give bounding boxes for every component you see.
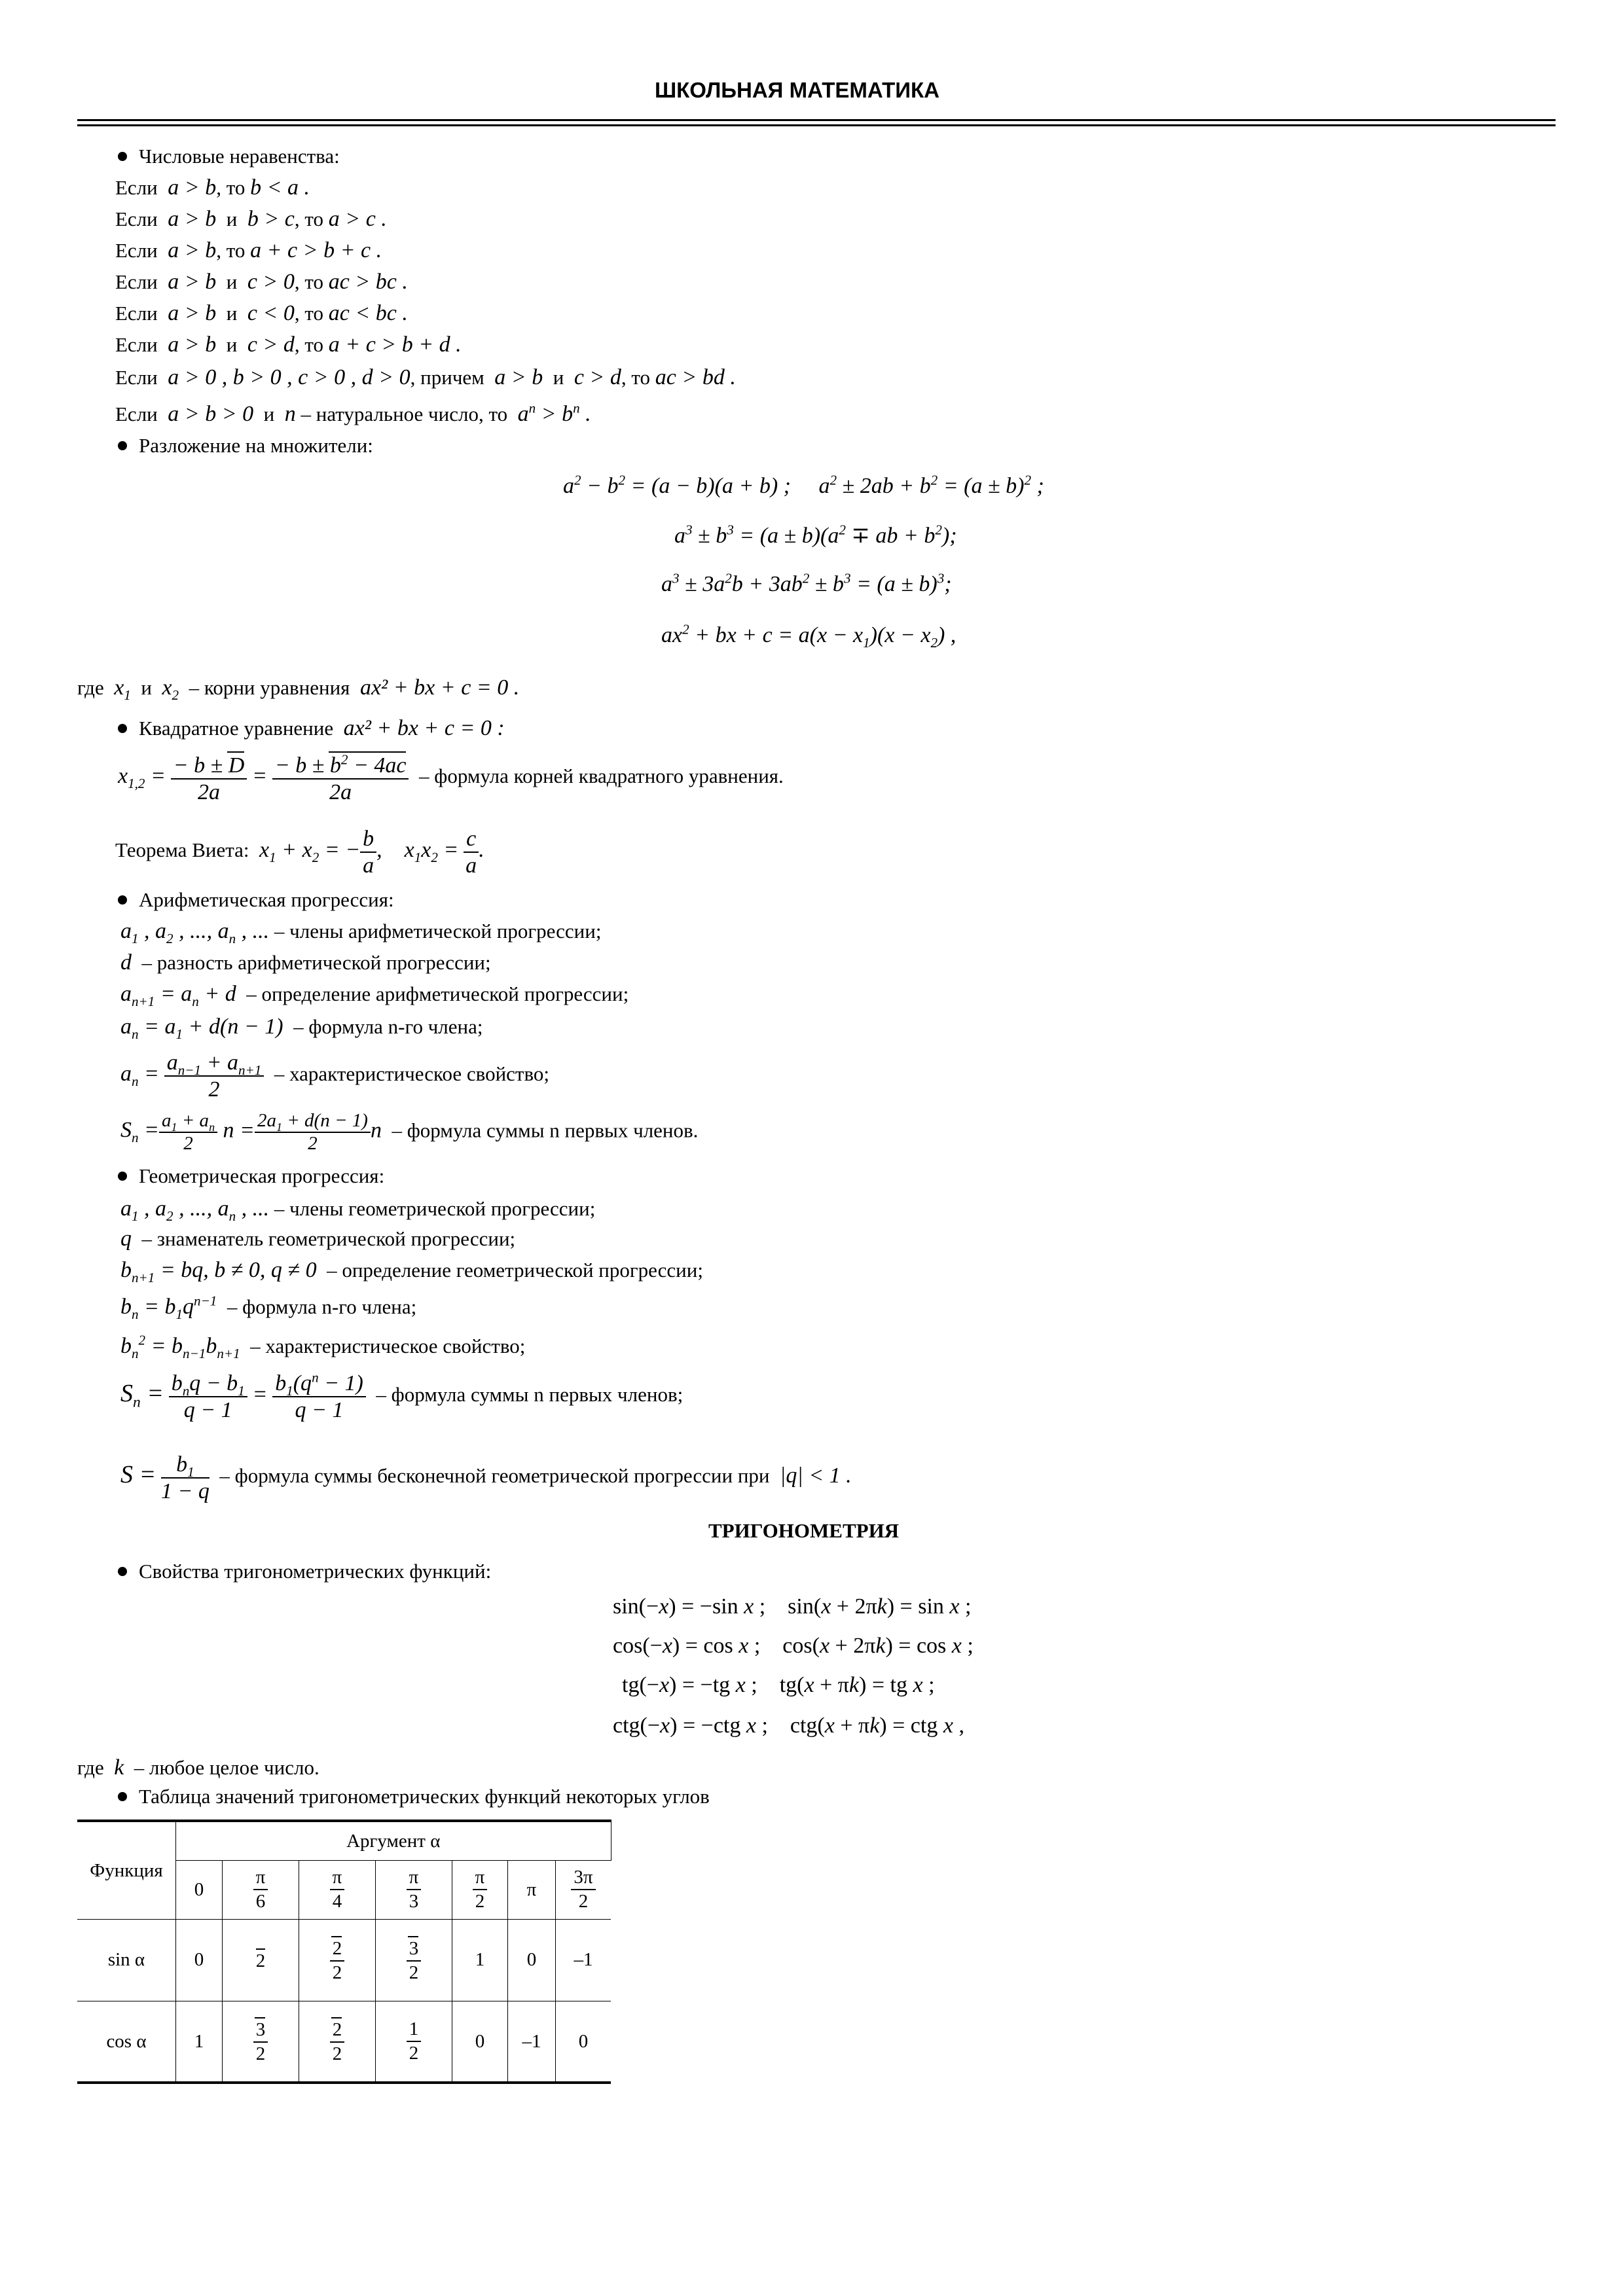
factor-title: Разложение на множители:: [118, 433, 373, 459]
ineq-line-4: Если a > b и c > 0, то ac > bc .: [115, 270, 408, 294]
cell: $\frac{3}{2}$: [376, 1919, 452, 2001]
formula-cube-sum: $a^3 \pm 3a^2b + 3ab^2 \pm b^3 = (a \pm b)^3$;: [661, 570, 952, 596]
geom-nth: $b_n = b_1q^{n-1}$ – формула n-го члена;: [120, 1293, 417, 1322]
cell: –1: [556, 1919, 611, 2001]
row-name: cos α: [77, 2001, 176, 2083]
cell: 0: [176, 1919, 223, 2001]
formula-quad-factor: $ax^2$ + bx + $c = a(x - x_1)(x - x_2)$ ,: [661, 621, 957, 651]
arith-sum: $S_n$ = $\frac{a_1 + a_n}{2}$ n = $\frac{2a_1 + d(n - 1)}{2}$ n – формула суммы n первых членов.: [120, 1110, 699, 1155]
cell: –1: [508, 2001, 556, 2083]
arith-nth: $a_n = a_1 + d(n - 1)$ – формула n-го члена;: [120, 1014, 483, 1042]
geom-title: Геометрическая прогрессия:: [118, 1164, 384, 1189]
arith-prop: $a_n$ = $\frac{a_{n-1} + a_{n+1}}{2}$ – характеристическое свойство;: [120, 1050, 550, 1102]
ineq-line-7: Если a > 0 , b > 0 , c > 0 , d > 0, причем a > b и c > d, то ac > bd .: [115, 365, 736, 389]
header-rule-top: [77, 119, 1556, 121]
arg-pi: π: [508, 1860, 556, 1919]
row-name: sin α: [77, 1919, 176, 2001]
table-title: Таблица значений тригонометрических функций некоторых углов: [118, 1784, 710, 1810]
arg-pi-4: $\frac{\pi}{4}$: [299, 1860, 376, 1919]
trig-heading: ТРИГОНОМЕТРИЯ: [708, 1519, 900, 1542]
cell: 0: [508, 1919, 556, 2001]
ineq-line-8: Если a > b > 0 и n – натуральное число, то $a^n > b^n$ .: [115, 400, 591, 426]
cell: 1: [176, 2001, 223, 2083]
geom-ratio: q – знаменатель геометрической прогрессии;: [120, 1227, 516, 1251]
cell: $\frac{3}{2}$: [223, 2001, 299, 2083]
cell: $\frac{1}{2}$: [376, 2001, 452, 2083]
arg-header: Аргумент α: [176, 1821, 611, 1860]
ineq-title: Числовые неравенства:: [118, 144, 340, 170]
arith-members: $a_1$ , $a_2$ , ..., $a_n$ , ... – члены арифметической прогрессии;: [120, 919, 602, 946]
cell: 2: [223, 1919, 299, 2001]
arg-pi-2: $\frac{\pi}{2}$: [452, 1860, 508, 1919]
bullet-icon: [118, 1172, 127, 1181]
ineq-line-2: Если a > b и b > c, то a > c .: [115, 207, 387, 231]
arg-3pi-2: $\frac{3\pi}{2}$: [556, 1860, 611, 1919]
trig-sin-line: sin(−x) = −sin x ; sin(x + 2πk) = sin x ;: [613, 1594, 972, 1619]
ineq-line-6: Если a > b и c > d, то a + c > b + d .: [115, 332, 462, 357]
formula-cubes: $a^3 \pm b^3 = (a \pm b)(a^2$ ∓ ab + $b^2$);: [674, 522, 957, 548]
quad-formula: $x_{1,2}$ = $\frac{- b \pm D}{2a}$ = $\frac{- b \pm b^2 - 4ac}{2a}$ – формула корней квадратного уравнения.: [118, 751, 784, 805]
arith-title: Арифметическая прогрессия:: [118, 888, 394, 913]
bullet-icon: [118, 724, 127, 733]
arg-pi-3: $\frac{\pi}{3}$: [376, 1860, 452, 1919]
bullet-icon: [118, 441, 127, 450]
trig-values-table: [77, 1820, 611, 2084]
trig-cos-line: cos(−x) = cos x ; cos(x + 2πk) = cos x ;: [613, 1634, 974, 1658]
cell: 1: [452, 1919, 508, 2001]
ineq-line-5: Если a > b и c < 0, то ac < bc .: [115, 301, 408, 325]
cell: 0: [556, 2001, 611, 2083]
trig-props-title: Свойства тригонометрических функций:: [118, 1559, 491, 1585]
geom-members: $a_1$ , $a_2$ , ..., $a_n$ , ... – члены геометрической прогрессии;: [120, 1196, 596, 1224]
arith-diff: d – разность арифметической прогрессии;: [120, 950, 491, 975]
geom-prop: $b_n^2 = b_{n-1}b_{n+1}$ – характеристическое свойство;: [120, 1332, 526, 1361]
table-row-cos: [77, 2001, 611, 2083]
trig-tg-line: tg(−x) = −tg x ; tg(x + πk) = tg x ;: [622, 1673, 935, 1697]
trig-ctg-line: ctg(−x) = −ctg x ; ctg(x + πk) = ctg x ,: [613, 1713, 964, 1738]
roots-line: где $x_1$ и $x_2$ – корни уравнения ax² + bx + c = 0 .: [77, 675, 520, 703]
func-header: Функция: [77, 1821, 176, 1919]
ineq-line-3: Если a > b, то a + c > b + c .: [115, 238, 382, 262]
geom-sum: $S_n$ = $b_nq - b_1$ q − 1 = $\frac{b_1(q^n - 1)}{q - 1}$ – формула суммы n первых членов;: [120, 1369, 684, 1423]
geom-inf: S = $\frac{b_1}{1 - q}$ – формула суммы бесконечной геометрической прогрессии при |q| < 1 .: [120, 1452, 852, 1504]
k-line: где k – любое целое число.: [77, 1755, 319, 1780]
bullet-icon: [118, 1567, 127, 1576]
bullet-icon: [118, 895, 127, 905]
ineq-line-1: Если a > b, то b < a .: [115, 175, 310, 200]
formula-diff-squares: $a^2 - b^2 = (a - b)(a + b)$ ; $a^2 \pm 2ab + b^2 = (a \pm b)^2$ ;: [563, 472, 1044, 498]
cell: $\frac{2}{2}$: [299, 1919, 376, 2001]
arg-0: 0: [176, 1860, 223, 1919]
vieta-line: Теорема Виета: $x_1 + x_2$ = − $\frac{b}{a}$ , $x_1x_2$ = $\frac{c}{a}$ .: [115, 827, 484, 878]
quad-title: Квадратное уравнение ax² + bx + c = 0 :: [118, 715, 505, 743]
arg-pi-6: $\frac{\pi}{6}$: [223, 1860, 299, 1919]
header-rule-bottom: [77, 124, 1556, 126]
bullet-icon: [118, 152, 127, 161]
page-title: ШКОЛЬНАЯ МАТЕМАТИКА: [655, 78, 939, 102]
bullet-icon: [118, 1792, 127, 1801]
geom-def: $b_{n+1}$ = bq, b ≠ 0, q ≠ 0 – определение геометрической прогрессии;: [120, 1258, 703, 1285]
cell: 0: [452, 2001, 508, 2083]
table-row-sin: [77, 1919, 611, 2001]
cell: $\frac{2}{2}$: [299, 2001, 376, 2083]
arith-def: $a_{n+1} = a_n + d$ – определение арифметической прогрессии;: [120, 982, 629, 1009]
